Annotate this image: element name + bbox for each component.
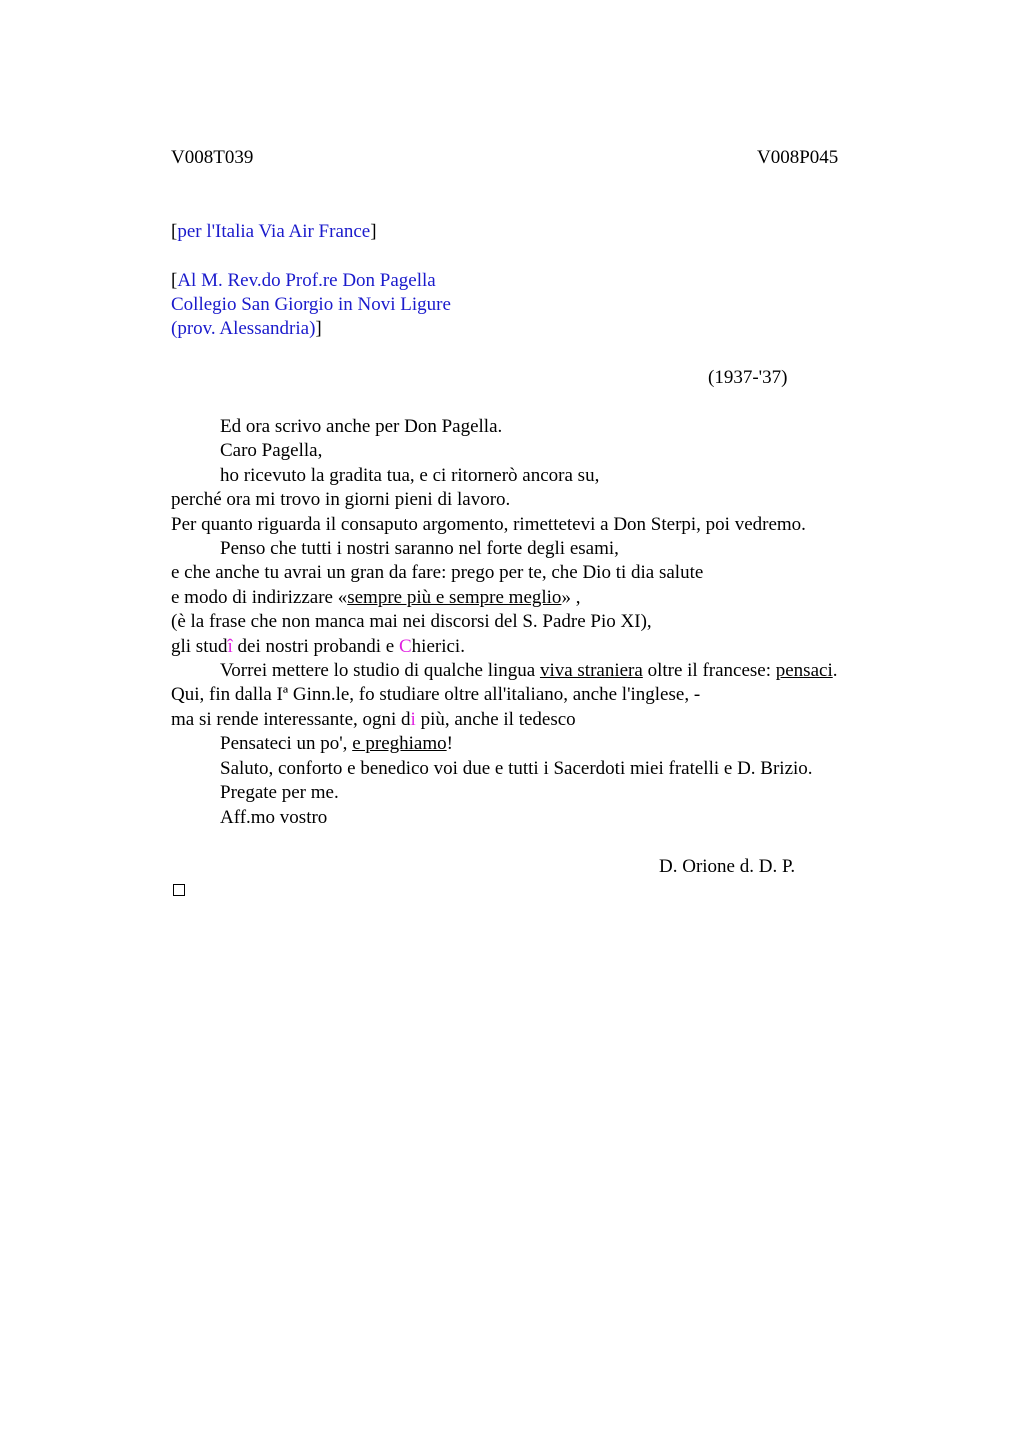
body-line-11 (171, 659, 901, 683)
header-left-code: V008T039 (171, 147, 254, 168)
recipient-line-1: Al M. Rev.do Prof.re Don Pagella (177, 270, 436, 291)
header-right-code: V008P045 (757, 147, 839, 168)
body-line-12: Qui, fin dalla Iª Ginn.le, fo studiare oltre all'italiano, anche l'inglese, - (171, 684, 701, 706)
body-line-13-b: più, anche il tedesco (415, 708, 576, 730)
body-line-14 (171, 732, 901, 756)
recipient-bracket-open: [ (171, 270, 178, 291)
body-line-11-b: oltre il francese: (642, 660, 776, 682)
body-line-13-a: ma si rende interessante, ogni d (171, 708, 411, 730)
recipient-line-3: (prov. Alessandria) (171, 318, 316, 339)
body-line-5: Per quanto riguarda il consaputo argomento, rimettetevi a Don Sterpi, poi vedremo. (171, 513, 806, 535)
body-line-8-b: » , (561, 586, 581, 608)
body-line-14-b: ! (446, 733, 453, 755)
delivery-note (171, 220, 377, 244)
letter-body (171, 415, 901, 830)
body-line-11-a: Vorrei mettere lo studio di qualche lingua (220, 660, 540, 682)
body-line-6: Penso che tutti i nostri saranno nel forte degli esami, (220, 538, 619, 560)
body-line-16: Pregate per me. (220, 782, 339, 804)
signature: D. Orione d. D. P. (659, 856, 796, 877)
bracket-open: [ (171, 221, 178, 242)
body-line-8-a: e modo di indirizzare « (171, 586, 348, 608)
body-line-4: perché ora mi trovo in giorni pieni di lavoro. (171, 489, 511, 511)
body-line-10-mark-1: î (227, 635, 233, 657)
body-line-8-underlined: sempre più e sempre meglio (347, 586, 562, 608)
body-line-9: (è la frase che non manca mai nei discorsi del S. Padre Pio XI), (171, 611, 652, 633)
body-line-10-a: gli stud (171, 635, 228, 657)
body-line-15: Saluto, conforto e benedico voi due e tutti i Sacerdoti miei fratelli e D. Brizio. (220, 757, 813, 779)
letter-date: (1937-'37) (708, 367, 788, 388)
body-line-14-a: Pensateci un po', (220, 733, 353, 755)
square-outline-icon (173, 884, 185, 896)
body-line-13-mark: i (410, 708, 416, 730)
body-line-10 (171, 635, 901, 659)
recipient-address (171, 269, 451, 341)
body-line-1: Ed ora scrivo anche per Don Pagella. (220, 416, 503, 437)
body-line-10-mark-2: C (398, 635, 412, 657)
delivery-via: per l'Italia Via Air France (177, 221, 371, 242)
body-line-11-underlined-1: viva straniera (539, 660, 643, 682)
body-line-3: ho ricevuto la gradita tua, e ci ritornerò ancora su, (220, 464, 600, 486)
body-line-14-underlined: e preghiamo (352, 733, 447, 755)
body-line-8 (171, 586, 901, 610)
recipient-line-2: Collegio San Giorgio in Novi Ligure (171, 294, 451, 315)
body-line-11-c: . (832, 660, 838, 682)
body-line-2: Caro Pagella, (220, 440, 323, 462)
body-line-13 (171, 708, 901, 732)
body-line-10-b: dei nostri probandi e (232, 635, 399, 657)
bracket-close: ] (370, 221, 377, 242)
recipient-close-mark: ] (315, 318, 322, 339)
body-line-7: e che anche tu avrai un gran da fare: prego per te, che Dio ti dia salute (171, 562, 704, 584)
body-line-17: Aff.mo vostro (220, 806, 328, 828)
body-line-10-c: hierici. (411, 635, 465, 657)
body-line-11-underlined-2: pensaci (775, 660, 833, 682)
